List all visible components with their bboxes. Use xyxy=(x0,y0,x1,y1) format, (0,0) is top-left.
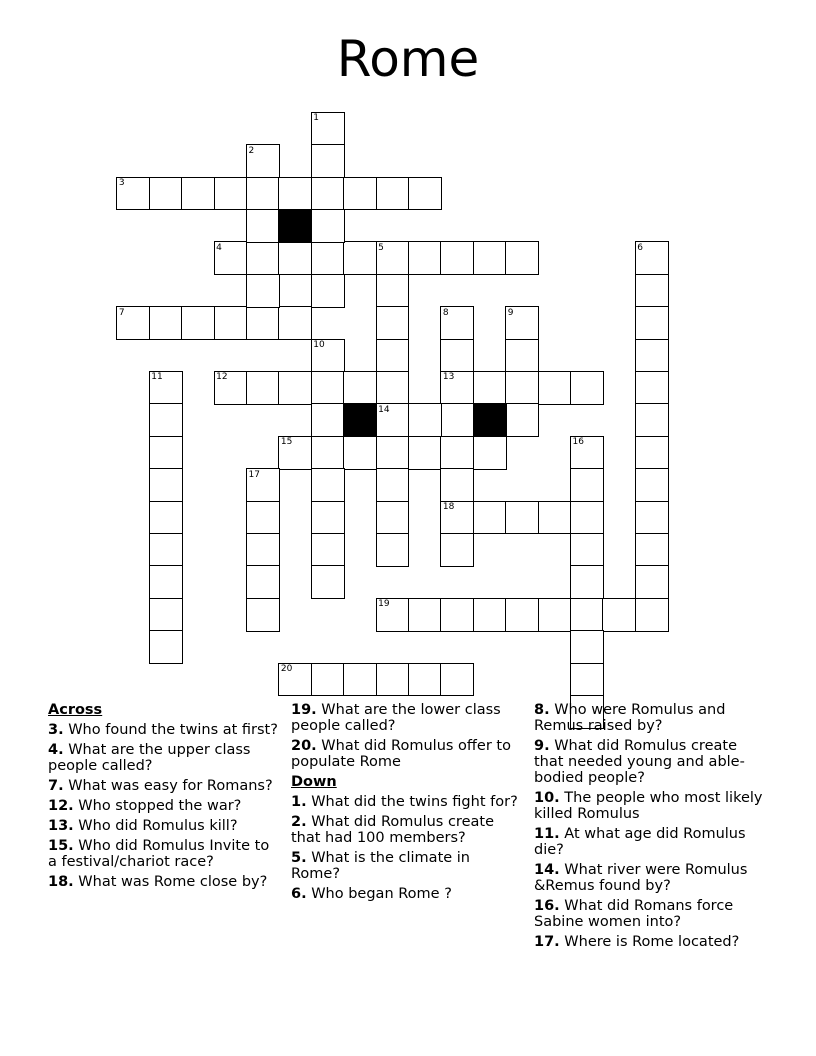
grid-cell[interactable] xyxy=(311,436,345,470)
page-title: Rome xyxy=(336,30,480,88)
clue-text: Who were Romulus and Remus raised by? xyxy=(534,702,726,734)
grid-cell[interactable] xyxy=(181,306,215,340)
grid-cell[interactable] xyxy=(635,436,669,470)
clue-number-label: 5. xyxy=(291,850,307,866)
grid-cell[interactable] xyxy=(570,371,604,405)
clue-number: 3 xyxy=(118,178,125,188)
grid-cell[interactable] xyxy=(635,565,669,599)
clue-number: 14 xyxy=(378,404,390,415)
grid-cell[interactable] xyxy=(149,468,183,502)
grid-cell[interactable] xyxy=(311,533,345,567)
grid-cell[interactable] xyxy=(570,533,604,567)
clue-text: What is the climate in Rome? xyxy=(291,850,470,882)
grid-cell[interactable] xyxy=(181,177,215,211)
grid-cell[interactable] xyxy=(214,306,248,340)
grid-cell[interactable] xyxy=(440,663,474,697)
grid-cell[interactable] xyxy=(635,533,669,567)
clue-text: What are the upper class people called? xyxy=(48,742,251,774)
clue-text: What did the twins fight for? xyxy=(306,794,518,810)
clue-number-label: 10. xyxy=(534,790,560,806)
grid-cell[interactable] xyxy=(440,468,474,502)
grid-cell[interactable] xyxy=(246,533,280,567)
grid-cell[interactable] xyxy=(570,630,604,664)
clue-number-label: 19. xyxy=(291,702,317,718)
grid-cell[interactable] xyxy=(635,371,669,405)
grid-cell[interactable] xyxy=(440,339,474,373)
grid-cell[interactable] xyxy=(635,274,669,308)
grid-cell[interactable] xyxy=(343,177,377,211)
grid-cell[interactable] xyxy=(246,371,280,405)
grid-cell[interactable] xyxy=(376,306,410,340)
clue xyxy=(534,702,766,734)
grid-cell[interactable] xyxy=(246,565,280,599)
grid-cell[interactable] xyxy=(473,436,507,470)
grid-cell[interactable] xyxy=(473,598,507,632)
grid-cell[interactable] xyxy=(246,598,280,632)
clue-number: 8 xyxy=(442,307,449,318)
grid-cell[interactable] xyxy=(635,468,669,502)
grid-cell[interactable] xyxy=(149,306,183,340)
black-square xyxy=(278,209,312,243)
clue xyxy=(291,850,519,882)
clue-number: 16 xyxy=(572,437,584,448)
clue-number-label: 16. xyxy=(534,898,560,914)
clue-text: Who began Rome ? xyxy=(306,886,452,902)
grid-cell[interactable] xyxy=(505,598,539,632)
clue xyxy=(534,898,766,930)
clue xyxy=(534,934,766,950)
clue xyxy=(291,886,519,902)
grid-cell[interactable] xyxy=(570,468,604,502)
grid-cell[interactable] xyxy=(246,274,280,308)
clue-number: 10 xyxy=(313,340,325,350)
grid-cell[interactable] xyxy=(149,565,183,599)
clue xyxy=(534,738,766,786)
clue xyxy=(534,862,766,894)
grid-cell[interactable] xyxy=(149,598,183,632)
clue-text: Who did Romulus kill? xyxy=(73,818,238,834)
grid-cell[interactable] xyxy=(376,436,410,470)
clue xyxy=(48,798,280,814)
grid-cell[interactable] xyxy=(635,501,669,535)
grid-cell[interactable] xyxy=(505,241,539,275)
grid-cell[interactable] xyxy=(311,144,345,178)
clue-text: Who did Romulus Invite to a festival/chariot race? xyxy=(48,838,270,870)
clue xyxy=(48,722,280,738)
clue-text: What was Rome close by? xyxy=(73,874,268,890)
black-square xyxy=(343,403,377,437)
grid-cell[interactable] xyxy=(408,403,442,437)
grid-cell[interactable] xyxy=(440,598,474,632)
clue-number-label: 12. xyxy=(48,798,74,814)
grid-cell[interactable] xyxy=(343,663,377,697)
clue-number-label: 15. xyxy=(48,838,74,854)
clues-column-2 xyxy=(291,702,519,906)
clue xyxy=(48,838,280,870)
clue-number: 4 xyxy=(216,242,222,253)
clue-text: Who stopped the war? xyxy=(73,798,242,814)
grid-cell[interactable] xyxy=(473,371,507,405)
clue-number-label: 3. xyxy=(48,722,64,738)
clue xyxy=(291,702,519,734)
grid-cell[interactable] xyxy=(538,598,572,632)
grid-cell[interactable] xyxy=(408,177,442,211)
clue-number: 5 xyxy=(378,242,384,253)
grid-cell[interactable] xyxy=(278,241,312,275)
grid-cell[interactable] xyxy=(376,663,410,697)
grid-cell[interactable] xyxy=(376,274,410,308)
clue-text: At what age did Romulus die? xyxy=(534,826,746,858)
grid-cell[interactable] xyxy=(635,339,669,373)
clue-number: 1 xyxy=(313,113,320,124)
clue xyxy=(291,814,519,846)
grid-cell[interactable] xyxy=(311,565,345,599)
clue-number: 12 xyxy=(216,372,228,383)
clue-number: 9 xyxy=(507,307,514,318)
grid-cell[interactable] xyxy=(440,533,474,567)
clue-number-label: 14. xyxy=(534,862,560,878)
clue-text: What did Romulus create that had 100 members? xyxy=(291,814,494,846)
grid-cell[interactable] xyxy=(311,371,345,405)
clue xyxy=(291,738,519,770)
clues-column-3 xyxy=(534,702,766,954)
clue xyxy=(48,874,280,890)
grid-cell[interactable] xyxy=(246,241,280,275)
grid-cell[interactable] xyxy=(343,241,377,275)
grid-cell[interactable] xyxy=(149,501,183,535)
clue-number: 19 xyxy=(378,599,390,610)
clue-text: The people who most likely killed Romulus xyxy=(534,790,763,822)
clue-number: 2 xyxy=(248,145,255,156)
clue-number-label: 6. xyxy=(291,886,307,902)
down-heading: Down xyxy=(291,774,337,790)
clue xyxy=(534,790,766,822)
clue-number: 13 xyxy=(442,372,455,383)
grid-cell[interactable] xyxy=(311,403,345,437)
grid-cell[interactable] xyxy=(149,436,183,470)
grid-cell[interactable] xyxy=(505,339,539,373)
grid-cell[interactable] xyxy=(214,177,248,211)
clue-text: What are the lower class people called? xyxy=(291,702,501,734)
clue-number: 11 xyxy=(151,372,163,383)
clue-number-label: 11. xyxy=(534,826,560,842)
grid-cell[interactable] xyxy=(440,241,474,275)
grid-cell[interactable] xyxy=(376,468,410,502)
clue-number: 6 xyxy=(637,242,644,253)
grid-cell[interactable] xyxy=(311,501,345,535)
grid-cell[interactable] xyxy=(440,403,474,437)
clue-number: 20 xyxy=(280,664,293,674)
grid-cell[interactable] xyxy=(505,501,539,535)
grid-cell[interactable] xyxy=(505,371,539,405)
clue-number-label: 1. xyxy=(291,794,307,810)
grid-cell[interactable] xyxy=(473,501,507,535)
grid-cell[interactable] xyxy=(570,501,604,535)
clue-text: What did Romulus create that needed young and able-bodied people? xyxy=(534,738,745,786)
grid-cell[interactable] xyxy=(570,663,604,697)
grid-cell[interactable] xyxy=(635,403,669,437)
clue-number-label: 2. xyxy=(291,814,307,830)
clue-number: 18 xyxy=(442,502,455,512)
grid-cell[interactable] xyxy=(635,306,669,340)
clue xyxy=(48,818,280,834)
clue-number-label: 18. xyxy=(48,874,74,890)
grid-cell[interactable] xyxy=(570,598,604,632)
grid-cell[interactable] xyxy=(408,436,442,470)
clue xyxy=(48,778,280,794)
grid-cell[interactable] xyxy=(376,501,410,535)
grid-cell[interactable] xyxy=(278,177,312,211)
grid-cell[interactable] xyxy=(473,241,507,275)
black-square xyxy=(473,403,507,437)
grid-cell[interactable] xyxy=(278,371,312,405)
clue xyxy=(48,742,280,774)
clue-text: What did Romans force Sabine women into? xyxy=(534,898,734,930)
grid-cell[interactable] xyxy=(149,533,183,567)
grid-cell[interactable] xyxy=(311,241,345,275)
clue-number-label: 13. xyxy=(48,818,74,834)
clue-text: What did Romulus offer to populate Rome xyxy=(291,738,511,770)
clue-number-label: 7. xyxy=(48,778,64,794)
grid-cell[interactable] xyxy=(311,177,345,211)
grid-cell[interactable] xyxy=(149,630,183,664)
grid-cell[interactable] xyxy=(376,339,410,373)
clue-number-label: 17. xyxy=(534,934,560,950)
clue-number-label: 4. xyxy=(48,742,64,758)
clue-text: What was easy for Romans? xyxy=(63,778,273,794)
grid-cell[interactable] xyxy=(343,371,377,405)
grid-cell[interactable] xyxy=(602,598,636,632)
clue-number-label: 8. xyxy=(534,702,550,718)
grid-cell[interactable] xyxy=(149,403,183,437)
clue xyxy=(534,826,766,858)
clue-number: 15 xyxy=(280,437,293,448)
clue xyxy=(291,794,519,810)
clue-number: 17 xyxy=(248,469,260,480)
across-heading: Across xyxy=(48,702,103,718)
grid-cell[interactable] xyxy=(538,371,572,405)
clues-column-1 xyxy=(48,702,280,894)
clue-number-label: 20. xyxy=(291,738,317,754)
grid-cell[interactable] xyxy=(246,306,280,340)
grid-cell[interactable] xyxy=(635,598,669,632)
grid-cell[interactable] xyxy=(538,501,572,535)
grid-cell[interactable] xyxy=(311,663,345,697)
grid-cell[interactable] xyxy=(376,177,410,211)
clue-text: Where is Rome located? xyxy=(559,934,740,950)
grid-cell[interactable] xyxy=(246,501,280,535)
grid-cell[interactable] xyxy=(311,274,345,308)
clue-text: Who found the twins at first? xyxy=(63,722,278,738)
grid-cell[interactable] xyxy=(149,177,183,211)
grid-cell[interactable] xyxy=(408,663,442,697)
grid-cell[interactable] xyxy=(246,177,280,211)
grid-cell[interactable] xyxy=(570,565,604,599)
grid-cell[interactable] xyxy=(343,436,377,470)
grid-cell[interactable] xyxy=(408,241,442,275)
grid-cell[interactable] xyxy=(278,306,312,340)
grid-cell[interactable] xyxy=(505,403,539,437)
grid-cell[interactable] xyxy=(311,209,345,243)
grid-cell[interactable] xyxy=(376,533,410,567)
clue-number: 7 xyxy=(118,307,125,318)
grid-cell[interactable] xyxy=(246,209,280,243)
grid-cell[interactable] xyxy=(311,468,345,502)
clue-text: What river were Romulus &Remus found by? xyxy=(534,862,748,894)
clue-number-label: 9. xyxy=(534,738,550,754)
grid-cell[interactable] xyxy=(440,436,474,470)
grid-cell[interactable] xyxy=(376,371,410,405)
grid-cell[interactable] xyxy=(408,598,442,632)
